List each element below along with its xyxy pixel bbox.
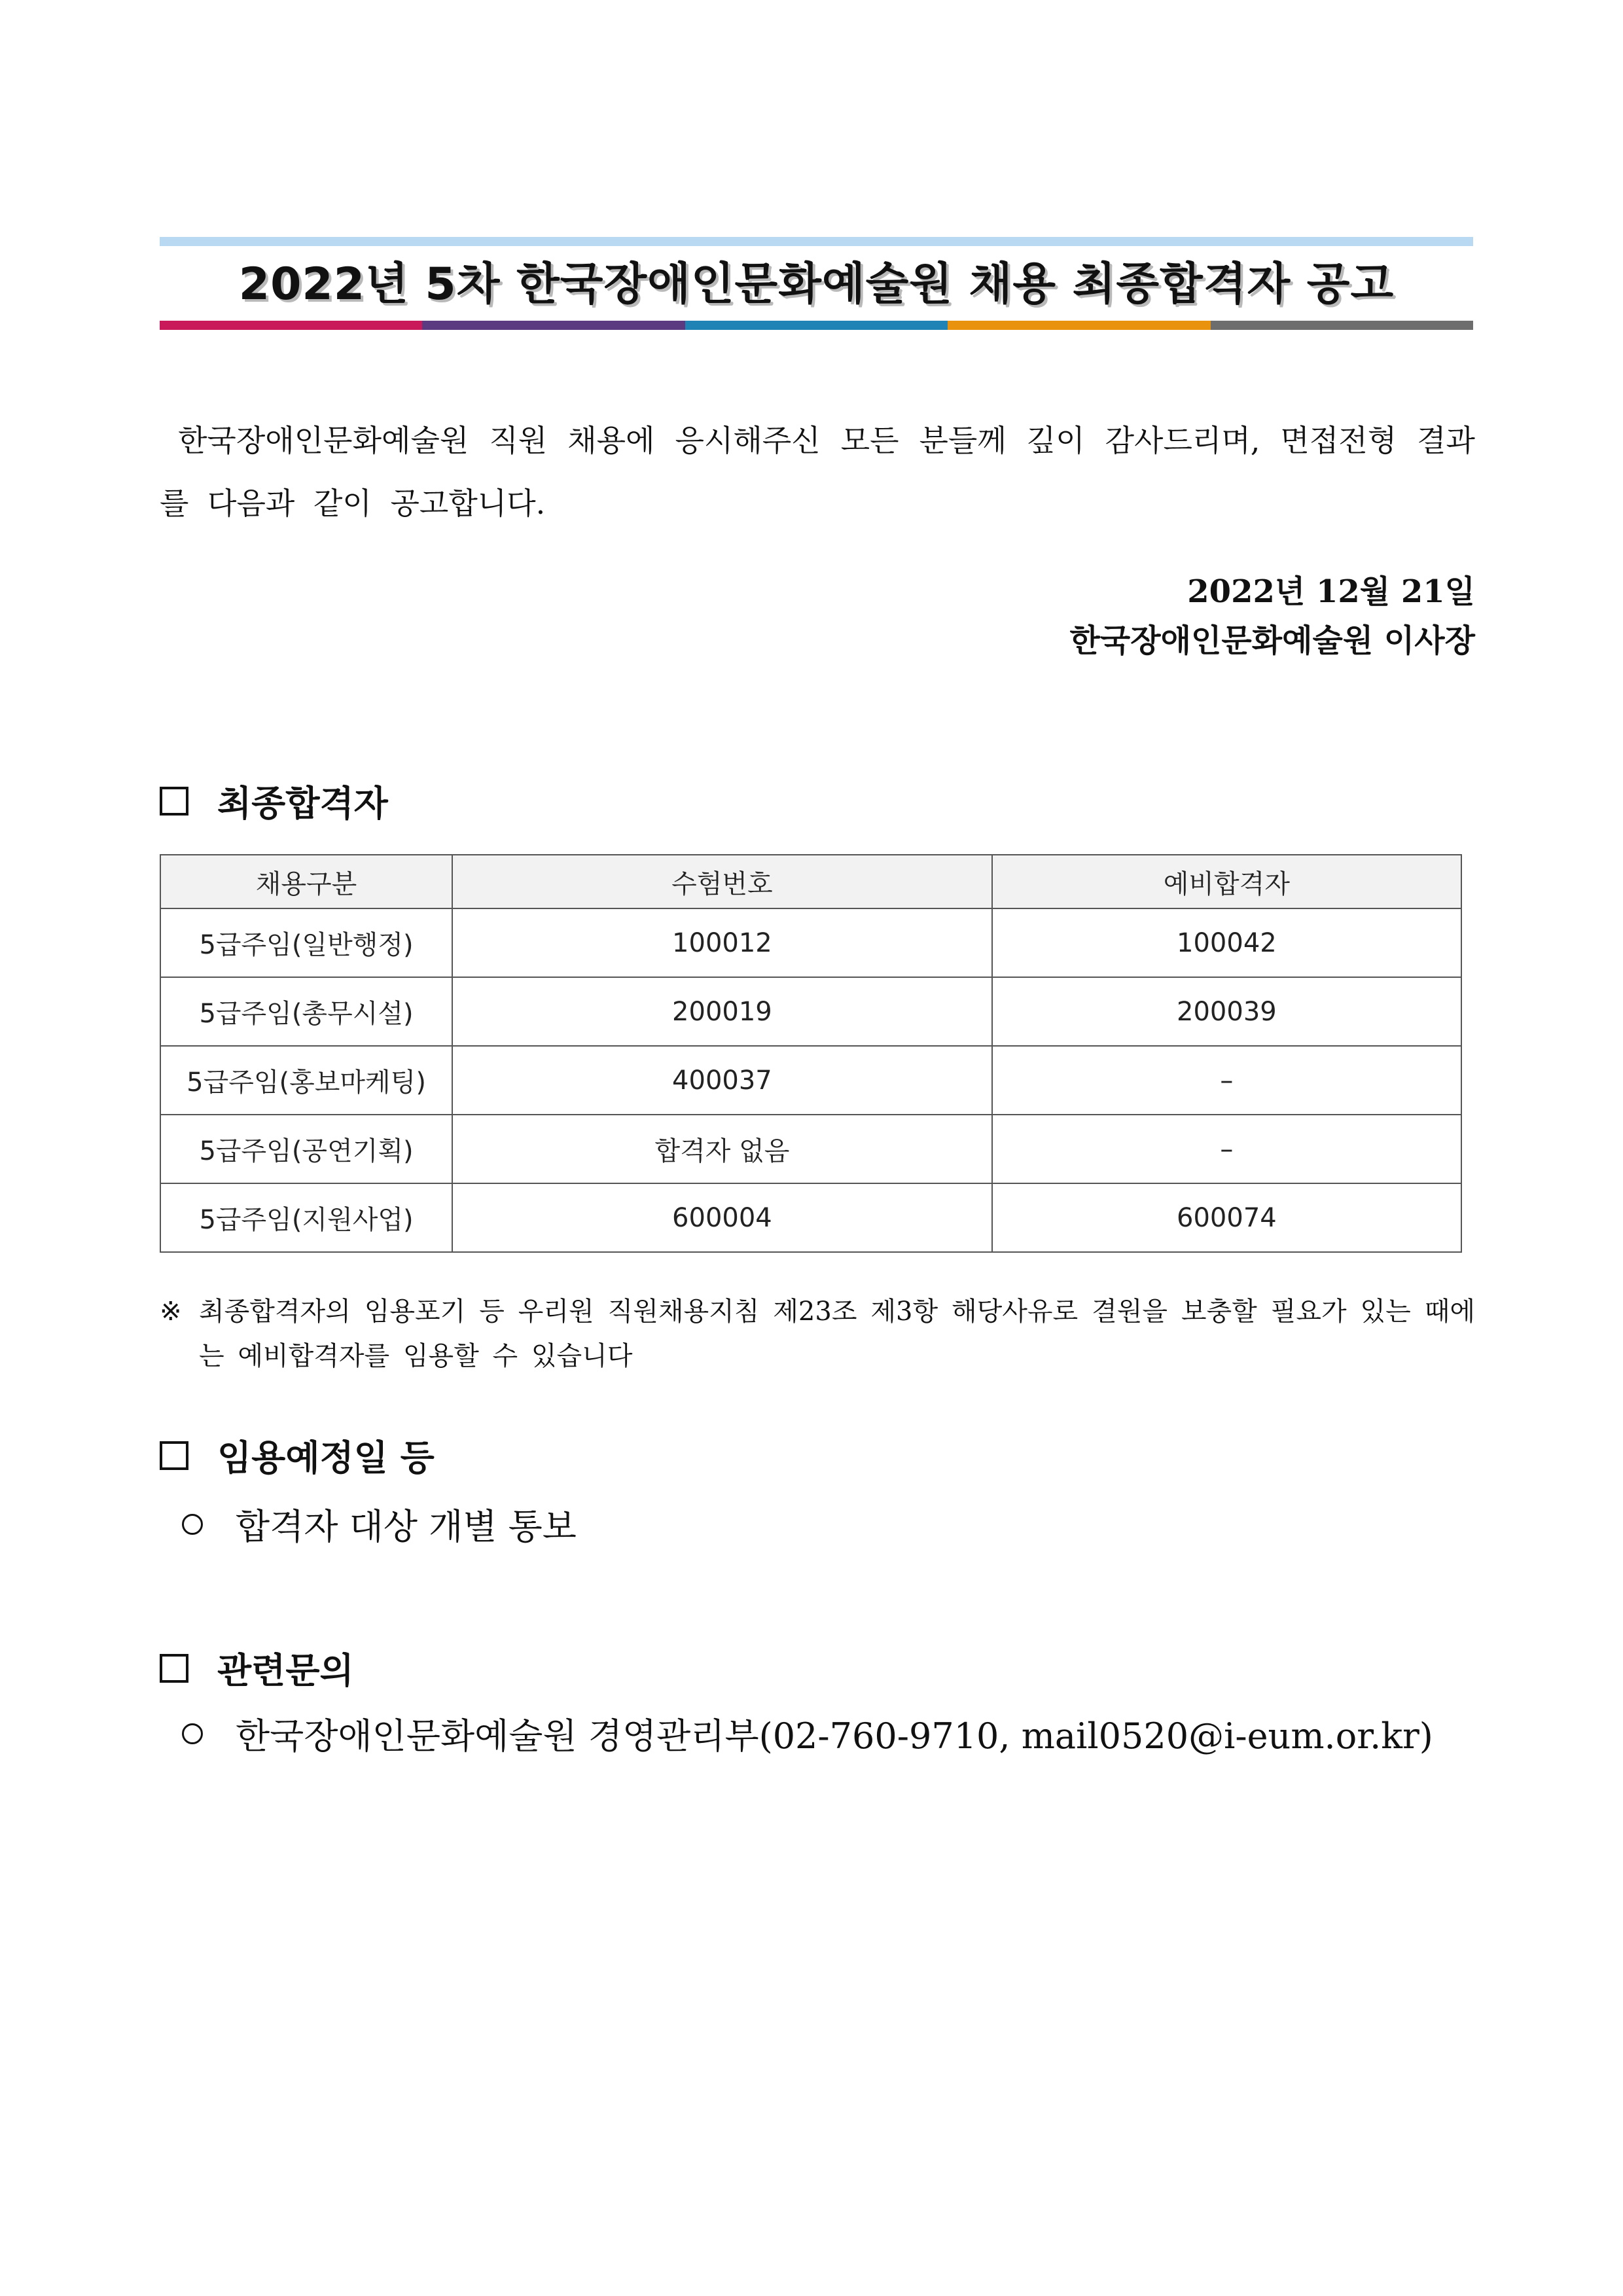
exam-number-cell: 200019 [452, 977, 992, 1046]
exam-number-cell: 600004 [452, 1183, 992, 1252]
intro-text: 한국장애인문화예술원 직원 채용에 응시해주신 모든 분들께 깊이 감사드리며, 면접전형 결과를 다음과 같이 공고합니다. [160, 423, 1475, 521]
table-note [160, 1289, 1475, 1378]
color-segment [685, 321, 948, 330]
table-row [160, 1183, 1461, 1252]
table-row [160, 977, 1461, 1046]
contact-text: 한국장애인문화예술원 경영관리부(02-760-9710, mail0520@i-eum.or.kr) [236, 1715, 1433, 1757]
position-cell: 5급주임(홍보마케팅) [160, 1046, 452, 1115]
table-row [160, 1115, 1461, 1183]
checkbox-icon [160, 787, 188, 816]
appointment-bullet [182, 1499, 577, 1549]
reserve-cell: – [992, 1115, 1461, 1183]
exam-number-cell: 합격자 없음 [452, 1115, 992, 1183]
color-segment [1211, 321, 1473, 330]
position-cell: 5급주임(일반행정) [160, 908, 452, 977]
contact-bullet [182, 1708, 1433, 1759]
section-heading: 관련문의 [217, 1649, 354, 1691]
column-header: 예비합격자 [992, 855, 1461, 908]
section-heading: 임용예정일 등 [217, 1437, 435, 1479]
position-cell: 5급주임(지원사업) [160, 1183, 452, 1252]
circle-bullet-icon [182, 1514, 203, 1535]
table-row [160, 908, 1461, 977]
color-segment [422, 321, 685, 330]
reference-mark-icon: ※ [160, 1297, 182, 1327]
intro-paragraph [160, 409, 1475, 535]
reserve-cell: 200039 [992, 977, 1461, 1046]
announcement-date: 2022년 12월 21일 [1187, 573, 1475, 610]
section-final-passers [160, 776, 388, 826]
exam-number-cell: 100012 [452, 908, 992, 977]
circle-bullet-icon [182, 1723, 203, 1744]
color-segment [948, 321, 1210, 330]
checkbox-icon [160, 1654, 188, 1683]
signer: 한국장애인문화예술원 이사장 [1069, 622, 1475, 659]
position-cell: 5급주임(공연기획) [160, 1115, 452, 1183]
table-header-row [160, 855, 1461, 908]
title-color-bar [160, 321, 1473, 330]
section-heading: 최종합격자 [217, 782, 388, 824]
final-passers-table [160, 854, 1462, 1253]
title-top-bar [160, 237, 1473, 246]
bullet-text: 합격자 대상 개별 통보 [236, 1506, 577, 1547]
reserve-cell: 100042 [992, 908, 1461, 977]
color-segment [160, 321, 422, 330]
column-header: 채용구분 [160, 855, 452, 908]
reserve-cell: 600074 [992, 1183, 1461, 1252]
section-appointment-date [160, 1430, 435, 1480]
reserve-cell: – [992, 1046, 1461, 1115]
checkbox-icon [160, 1441, 188, 1470]
document-title: 2022년 5차 한국장애인문화예술원 채용 최종합격자 공고 [238, 259, 1395, 310]
section-inquiries [160, 1643, 354, 1693]
table-row [160, 1046, 1461, 1115]
exam-number-cell: 400037 [452, 1046, 992, 1115]
note-text: 최종합격자의 임용포기 등 우리원 직원채용지침 제23조 제3항 해당사유로 결원을 보충할 필요가 있는 때에는 예비합격자를 임용할 수 있습니다 [199, 1297, 1475, 1371]
column-header: 수험번호 [452, 855, 992, 908]
position-cell: 5급주임(총무시설) [160, 977, 452, 1046]
